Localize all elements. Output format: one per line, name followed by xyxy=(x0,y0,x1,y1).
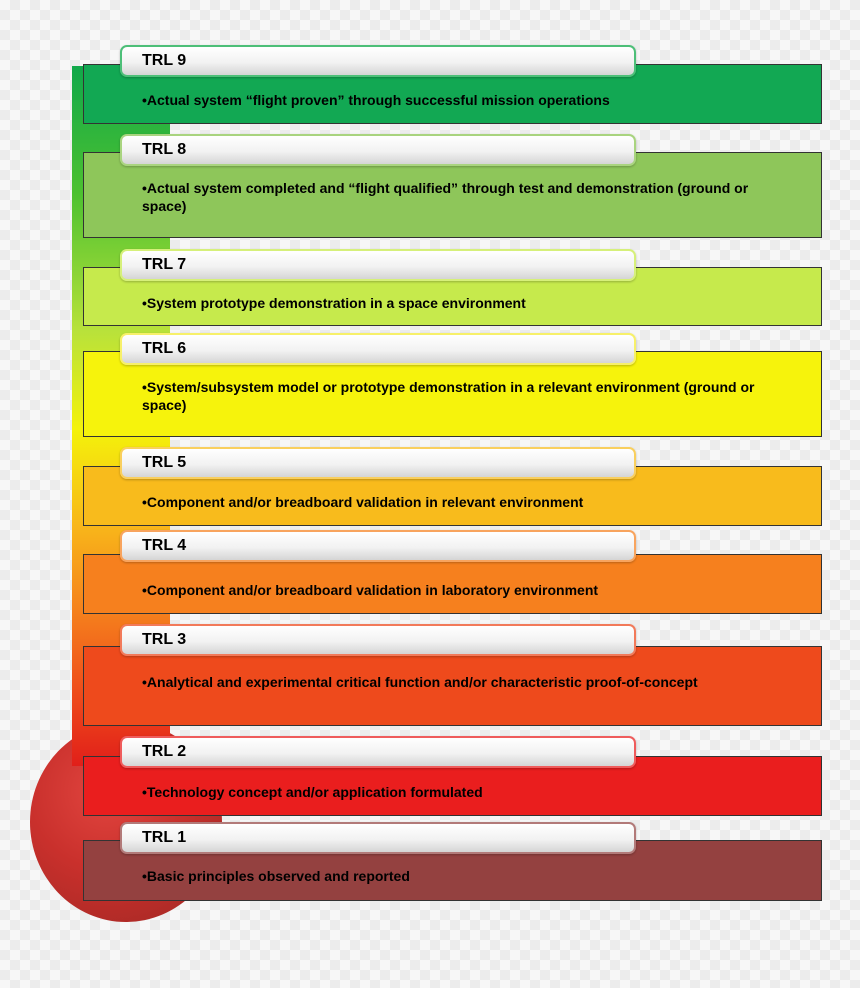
trl-level-label: TRL 4 xyxy=(142,537,187,554)
trl-level-label: TRL 7 xyxy=(142,256,187,273)
trl-level-label: TRL 3 xyxy=(142,631,187,648)
trl-level-tab xyxy=(120,333,636,365)
trl-level-tab xyxy=(120,624,636,656)
trl-level-tab xyxy=(120,45,636,77)
trl-level-label: TRL 1 xyxy=(142,829,187,846)
trl-level-tab xyxy=(120,447,636,479)
trl-level-tab xyxy=(120,249,636,281)
trl-level-description: •Actual system completed and “flight qualified” through test and demonstration (ground or space) xyxy=(142,180,749,214)
trl-level-description: •Actual system “flight proven” through successful mission operations xyxy=(142,92,610,108)
trl-level-tab xyxy=(120,530,636,562)
trl-level-description: •System/subsystem model or prototype demonstration in a relevant environment (ground or space) xyxy=(142,379,755,413)
trl-level-description: •Component and/or breadboard validation in laboratory environment xyxy=(142,582,599,598)
trl-level-tab xyxy=(120,736,636,768)
trl-level-label: TRL 8 xyxy=(142,141,187,158)
trl-level-label: TRL 5 xyxy=(142,454,187,471)
trl-level-description: •Basic principles observed and reported xyxy=(142,868,410,884)
trl-level-tab xyxy=(120,822,636,854)
trl-level-description: •Technology concept and/or application formulated xyxy=(142,784,483,800)
trl-level-label: TRL 9 xyxy=(142,52,187,69)
trl-level-description: •System prototype demonstration in a space environment xyxy=(142,295,526,311)
trl-level-tab xyxy=(120,134,636,166)
trl-level-description: •Component and/or breadboard validation in relevant environment xyxy=(142,494,584,510)
trl-level-label: TRL 6 xyxy=(142,340,187,357)
trl-level-label: TRL 2 xyxy=(142,743,187,760)
trl-level-description: •Analytical and experimental critical function and/or characteristic proof-of-concept xyxy=(142,674,698,690)
